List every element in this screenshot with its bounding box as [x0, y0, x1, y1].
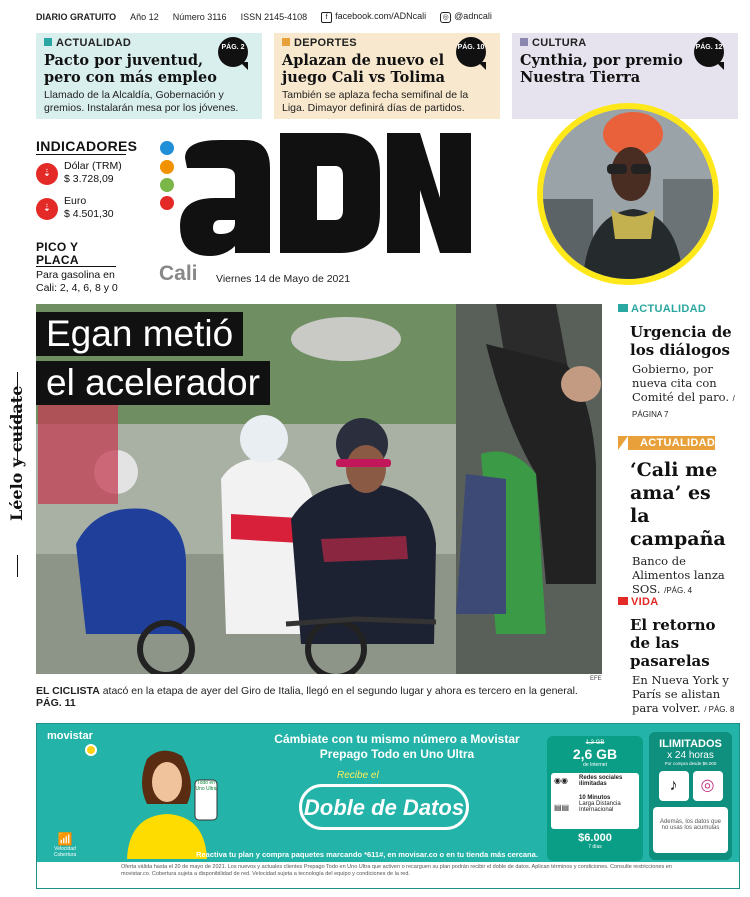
minutes-sub: Larga Distancia Internacional	[579, 801, 621, 813]
days: 7 días	[588, 844, 602, 850]
gb-amount: 2,6 GB	[572, 746, 618, 762]
story-section: ACTUALIDAD	[618, 436, 715, 450]
movistar-ad[interactable]	[36, 723, 740, 889]
phone-screen-text: Todo en Uno Ultra	[195, 780, 217, 792]
adn-logo	[175, 128, 475, 263]
flag-icon: ▤▤	[554, 803, 570, 812]
pyp-text: Para gasolina en Cali: 2, 4, 6, 8 y 0	[36, 269, 118, 294]
indicator-label: Euro	[64, 195, 87, 207]
acumula-box	[653, 807, 728, 853]
teaser-text: Llamado de la Alcaldía, Gobernación y gremios. Instalarán mesa por los jóvenes.	[44, 89, 239, 114]
teaser-section: ACTUALIDAD	[44, 37, 254, 49]
ad-headline: Cámbiate con tu mismo número a Movistar Prepago Todo en Uno Ultra	[274, 732, 520, 761]
teaser-title: Cynthia, por premio Nuestra Tierra	[520, 52, 683, 86]
unlimited-hours: x 24 horas	[667, 750, 714, 761]
velocidad-text: Velocidad Cobertura	[53, 846, 77, 858]
colombia-flag-icon	[85, 744, 97, 756]
teaser-title: Aplazan de nuevo el juego Cali vs Tolima	[282, 52, 446, 86]
indicator-value: $ 4.501,30	[64, 207, 114, 220]
vertical-label: Léelo y cuídate	[7, 385, 26, 521]
teaser-section: DEPORTES	[282, 37, 492, 49]
pico-y-placa	[36, 241, 136, 294]
indicator-label: Dólar (TRM)	[64, 160, 122, 172]
plan-box	[547, 736, 643, 861]
sidebar-story-cali-me-ama[interactable]	[618, 433, 736, 598]
facebook-link[interactable]	[321, 11, 426, 22]
year: Año 12	[130, 12, 159, 22]
teaser-text: También se aplaza fecha semifinal de la Liga. Dimayor definirá días de partidos.	[282, 89, 469, 114]
blue-dot	[160, 141, 174, 155]
caption-lead: EL CICLISTA	[36, 685, 100, 697]
instagram-icon: ◎	[440, 12, 451, 23]
edition-city: Cali	[159, 262, 198, 285]
movistar-logo: movistar	[47, 730, 93, 742]
page-badge: PÁG. 2	[218, 37, 248, 67]
redes-text: Redes sociales ilimitadas	[579, 775, 623, 787]
unlimited-title: ILIMITADOS	[659, 738, 722, 750]
teaser-deportes[interactable]	[274, 33, 500, 119]
tiktok-icon: ♪	[659, 771, 689, 801]
page-badge: PÁG. 12	[694, 37, 724, 67]
red-dot	[160, 196, 174, 210]
photo-caption	[36, 685, 602, 709]
instagram-text: @adncali	[454, 11, 492, 22]
cynthia-portrait	[537, 103, 719, 285]
price: $6.000	[578, 832, 612, 844]
acumula-text: Además, los datos que no usas los acumulas	[659, 819, 722, 831]
instagram-link[interactable]	[440, 11, 492, 22]
ad-doble-datos: Doble de Datos	[299, 784, 469, 830]
issn: ISSN 2145-4108	[240, 12, 308, 22]
wifi-icon: 📶	[57, 832, 73, 846]
story-section: ACTUALIDAD	[618, 303, 736, 315]
caption-page: PÁG. 11	[36, 697, 76, 709]
velocidad-badge	[45, 832, 85, 858]
sidebar-story-dialogos[interactable]	[618, 303, 736, 422]
facebook-text: facebook.com/ADNcali	[335, 11, 427, 22]
teaser-section: CULTURA	[520, 37, 730, 49]
unlimited-box	[649, 732, 732, 860]
minutes-text: 10 Minutos	[579, 795, 611, 801]
teaser-title: Pacto por juventud, pero con más empleo	[44, 52, 217, 86]
lead-headline[interactable]	[36, 312, 270, 410]
story-title: ‘Cali me ama’ es la campaña	[630, 459, 726, 550]
unlimited-sub: Por compra desde $6.000	[664, 761, 717, 766]
euro-chart-icon: ⇣	[36, 198, 58, 220]
caption-text: atacó en la etapa de ayer del Giro de Italia, llegó en el segundo lugar y ahora es tercero en la general.	[102, 685, 578, 697]
gb-sub: de Internet	[583, 762, 607, 768]
edition-date: Viernes 14 de Mayo de 2021	[216, 273, 351, 285]
instagram-logo-icon: ◎	[693, 771, 723, 801]
sidebar-story-pasarelas[interactable]	[618, 596, 736, 717]
social-icon: ◉◉	[554, 776, 568, 785]
ad-recibe: Recibe el	[337, 770, 379, 781]
story-title: El retorno de las pasarelas	[630, 616, 716, 670]
facebook-icon: f	[321, 12, 332, 23]
page-badge: PÁG. 10	[456, 37, 486, 67]
story-text: Banco de Alimentos lanza SOS. /PÁG. 4	[632, 554, 725, 596]
indicator-euro	[36, 195, 136, 225]
pyp-title: PICO Y PLACA	[36, 241, 116, 267]
indicators-title: INDICADORES	[36, 138, 138, 154]
story-text: Gobierno, por nueva cita con Comité del paro. / PÁGINA 7	[632, 362, 735, 419]
headline-line-2: el acelerador	[36, 361, 270, 405]
orange-dot	[160, 160, 174, 174]
issue-number: Número 3116	[172, 12, 227, 22]
top-info-bar	[36, 8, 716, 26]
vertical-rule-bottom	[17, 555, 18, 577]
indicator-dollar	[36, 160, 136, 190]
story-text: En Nueva York y París se alistan para volver. / PÁG. 8	[632, 673, 735, 715]
teaser-actualidad[interactable]	[36, 33, 262, 119]
green-dot	[160, 178, 174, 192]
indicator-value: $ 3.728,09	[64, 172, 114, 185]
svg-text:ADN: ADN	[175, 128, 178, 129]
woman-illustration	[117, 744, 227, 859]
story-section: VIDA	[618, 596, 736, 608]
ad-cta: Reactiva tu plan y compra paquetes marcando *611#, en movisar.co o en tu tienda más cercana.	[196, 850, 538, 859]
paper-type: DIARIO GRATUITO	[36, 12, 117, 22]
headline-line-1: Egan metió	[36, 312, 243, 356]
story-title: Urgencia de los diálogos	[630, 323, 732, 359]
dollar-chart-icon: ⇣	[36, 163, 58, 185]
old-gb: 1,3 GB	[585, 740, 605, 746]
photo-credit: EFE	[590, 676, 602, 682]
ad-legal-text: Oferta válida hasta el 20 de mayo de 2021. Los nuevos y actuales clientes Prepago Todo en Uno Ultra que activen o recarguen su plan podrán recibir el doble de datos. Aplican términos y condiciones. Consulte restricciones en movistar.co. Cobertura sujeta a disponibilidad de red. Velocidad sujeta a tecnología del equipo y condiciones de la red.	[37, 862, 739, 888]
